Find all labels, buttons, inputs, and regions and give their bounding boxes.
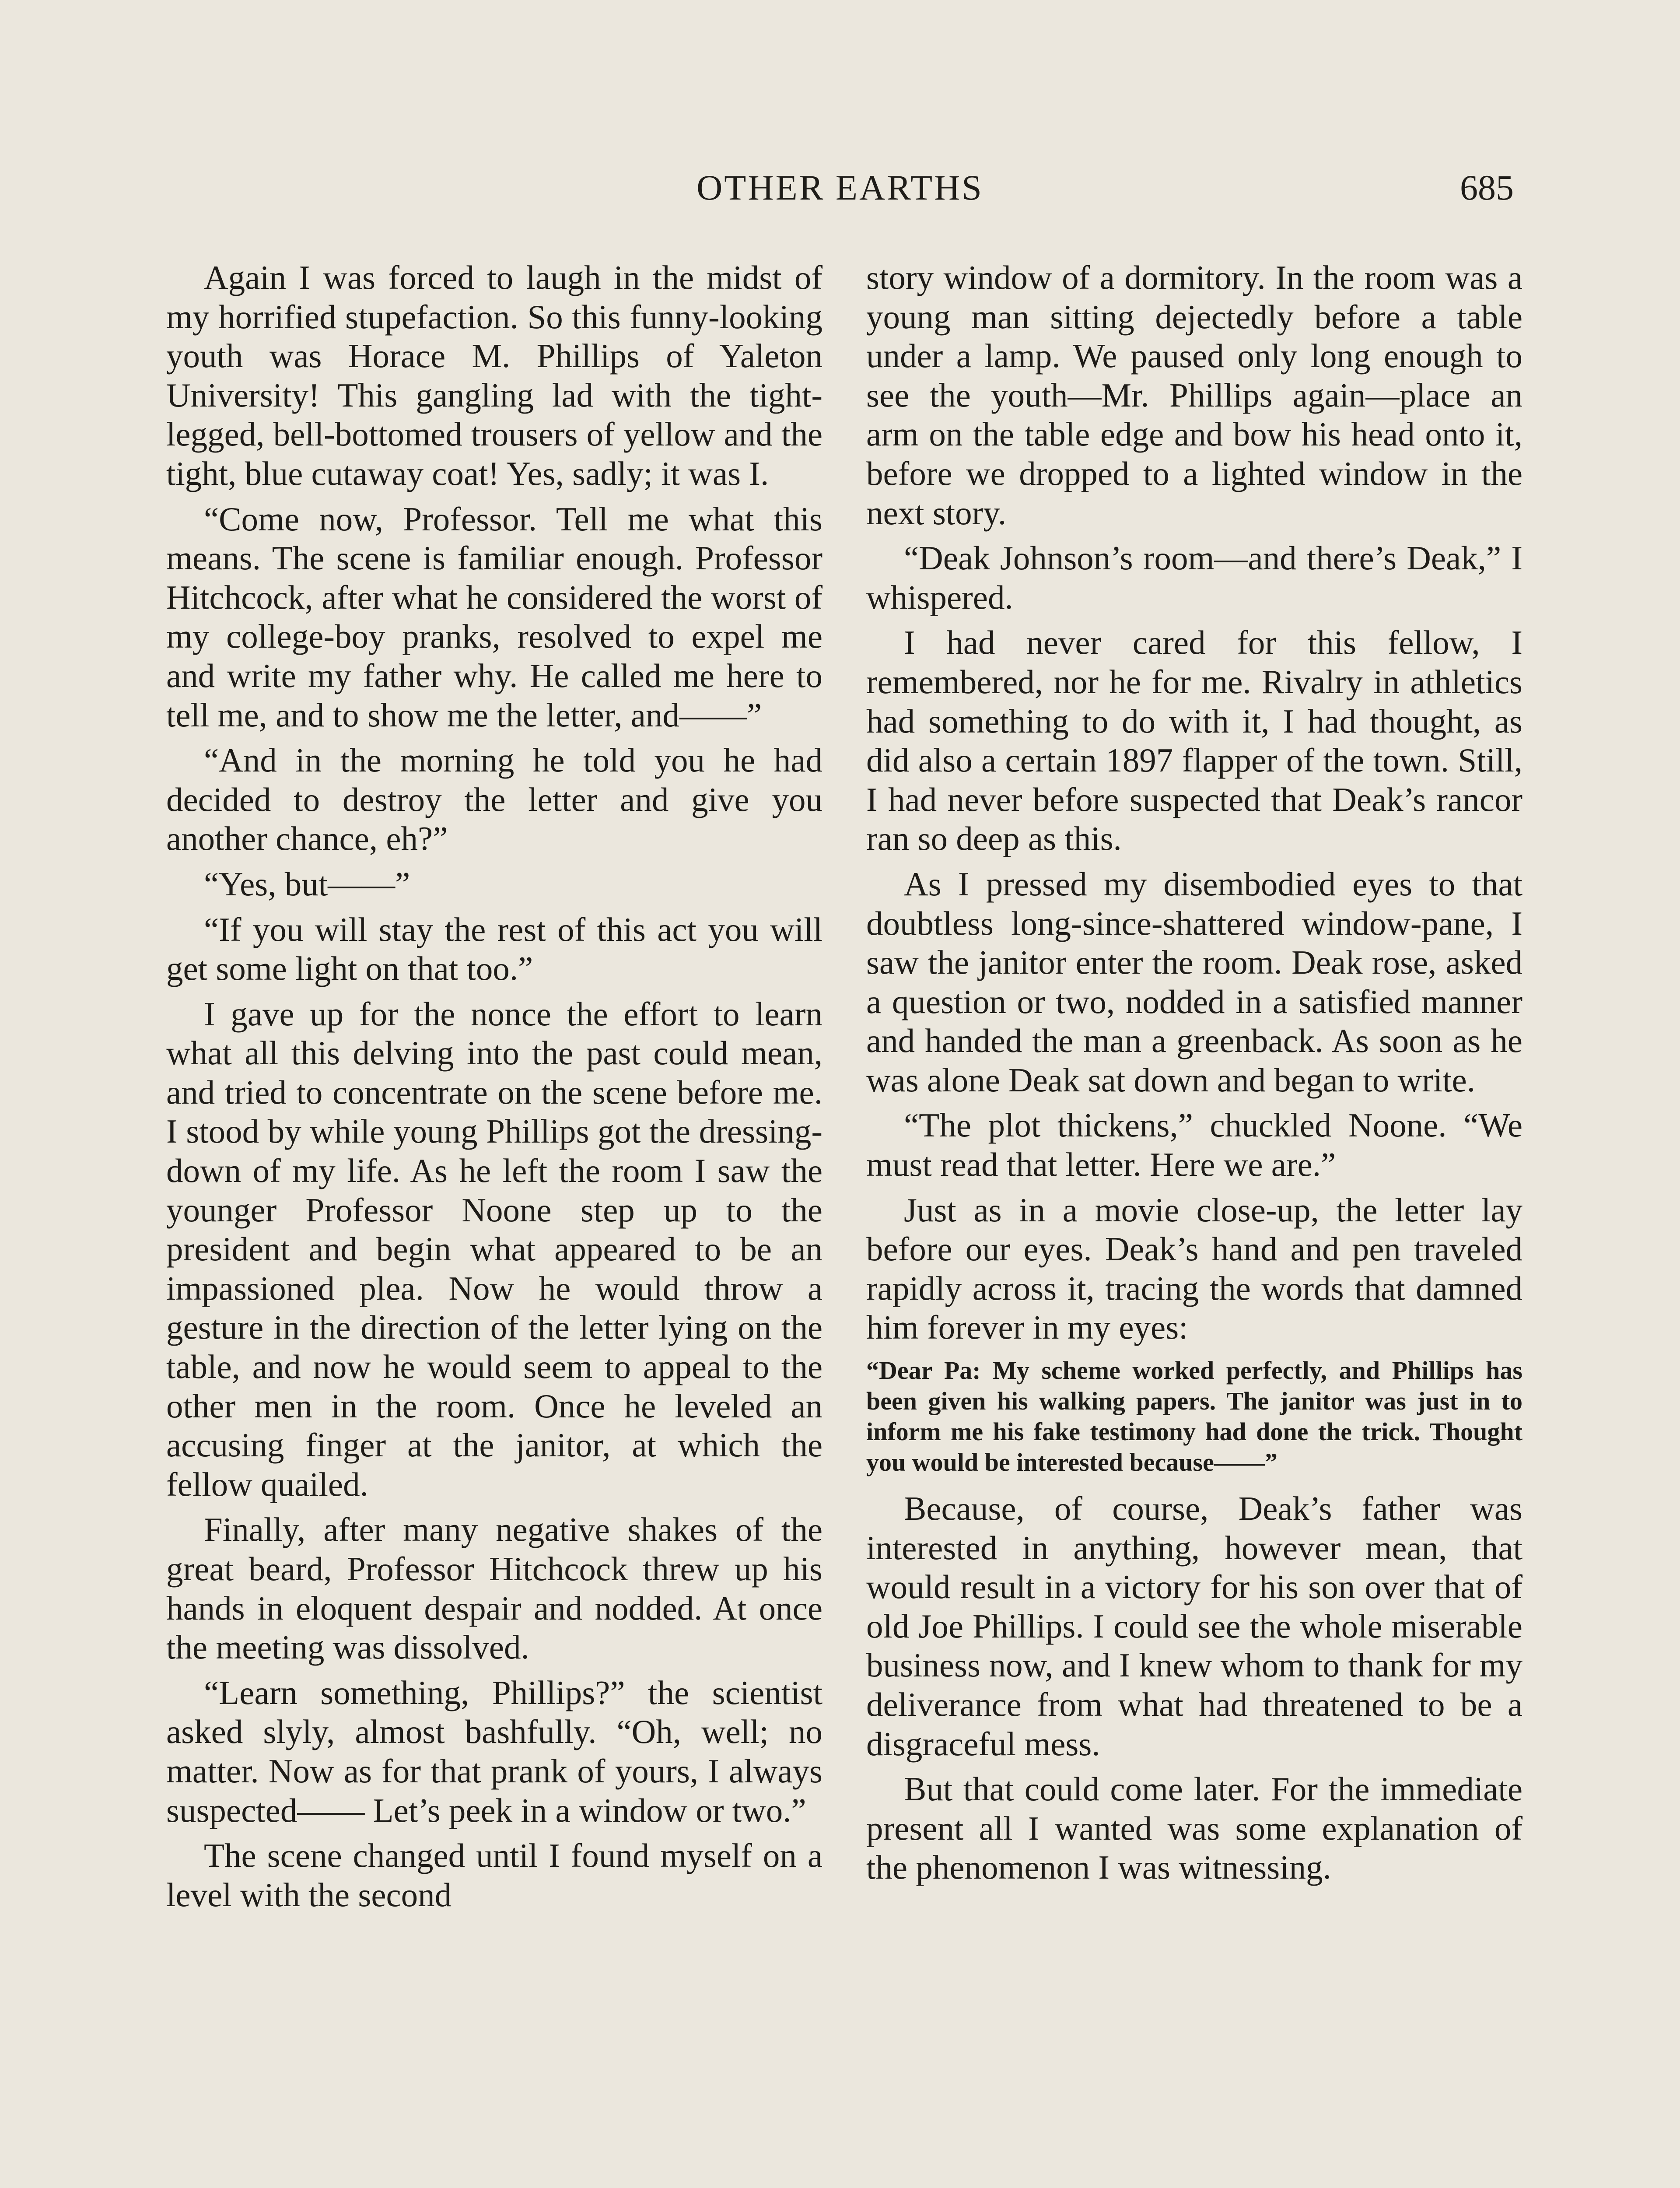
paragraph: Because, of course, Deak’s father was interested in anything, however mean, that would result in a victory for his son over that of old Joe Phillips. I could see the whole miserable business now, and I knew whom to thank for my deliverance from what had threatened to be a disgraceful mess. — [866, 1490, 1522, 1763]
paragraph: Just as in a movie close-up, the letter lay before our eyes. Deak’s hand and pen traveled rapidly across it, tracing the words that damned him forever in my eyes: — [866, 1191, 1522, 1346]
paragraph-continuation: story window of a dormitory. In the room was a young man sitting dejectedly before a table under a lamp. We paused only long enough to see the youth—Mr. Phillips again—place an arm on the table edge and bow his head onto it, before we dropped to a lighted window in the next story. — [866, 259, 1522, 532]
paragraph: “And in the morning he told you he had decided to destroy the letter and give you another chance, eh?” — [166, 741, 822, 858]
page-header — [166, 163, 1514, 215]
paragraph: I had never cared for this fellow, I remembered, nor he for me. Rivalry in athletics had something to do with it, I had thought, as did also a certain 1897 flapper of the town. Still, I had never before suspected that Deak’s rancor ran so deep as this. — [866, 624, 1522, 858]
paragraph: As I pressed my disembodied eyes to that doubtless long-since-shattered window-pane, I saw the janitor enter the room. Deak rose, asked a question or two, nodded in a satisfied manner and handed the man a greenback. As soon as he was alone Deak sat down and began to write. — [866, 865, 1522, 1099]
paragraph: “Learn something, Phillips?” the scientist asked slyly, almost bashfully. “Oh, well; no matter. Now as for that prank of yours, I always suspected—— Let’s peek in a window or two.” — [166, 1673, 822, 1829]
right-column — [866, 258, 1522, 1893]
running-head: OTHER EARTHS — [696, 168, 984, 207]
paragraph: Again I was forced to laugh in the midst of my horrified stupefaction. So this funny-looking youth was Horace M. Phillips of Yaleton University! This gangling lad with the tight-legged, bell-bottomed trousers of yellow and the tight, blue cutaway coat! Yes, sadly; it was I. — [166, 259, 822, 492]
paragraph: The scene changed until I found myself on a level with the second — [166, 1837, 822, 1914]
page-number: 685 — [1460, 168, 1514, 207]
paragraph: “Come now, Professor. Tell me what this means. The scene is familiar enough. Professor Hitchcock, after what he considered the worst of my college-boy pranks, resolved to expel me and write my father why. He called me here to tell me, and to show me the letter, and——” — [166, 500, 822, 734]
paragraph: “Deak Johnson’s room—and there’s Deak,” I whispered. — [866, 539, 1522, 616]
paragraph: “If you will stay the rest of this act you will get some light on that too.” — [166, 910, 822, 988]
paragraph: “The plot thickens,” chuckled Noone. “We must read that letter. Here we are.” — [866, 1106, 1522, 1184]
paragraph: I gave up for the nonce the effort to learn what all this delving into the past could mean, and tried to concentrate on the scene before me. I stood by while young Phillips got the dressing-down of my life. As he left the room I saw the younger Professor Noone step up to the president and begin what appeared to be an impassioned plea. Now he would throw a gesture in the direction of the letter lying on the table, and now he would seem to appeal to the other men in the room. Once he leveled an accusing finger at the janitor, at which the fellow quailed. — [166, 995, 822, 1503]
paragraph: But that could come later. For the immediate present all I wanted was some explanation of the phenomenon I was witnessing. — [866, 1770, 1522, 1886]
paragraph: Finally, after many negative shakes of the great beard, Professor Hitchcock threw up his hands in eloquent despair and nodded. At once the meeting was dissolved. — [166, 1511, 822, 1666]
paragraph: “Yes, but——” — [204, 865, 410, 903]
quoted-letter: “Dear Pa: My scheme worked perfectly, and Phillips has been given his walking papers. The janitor was just in to inform me his fake testimony had done the trick. Thought you would be interested because——” — [866, 1356, 1522, 1477]
left-column — [166, 258, 822, 1921]
